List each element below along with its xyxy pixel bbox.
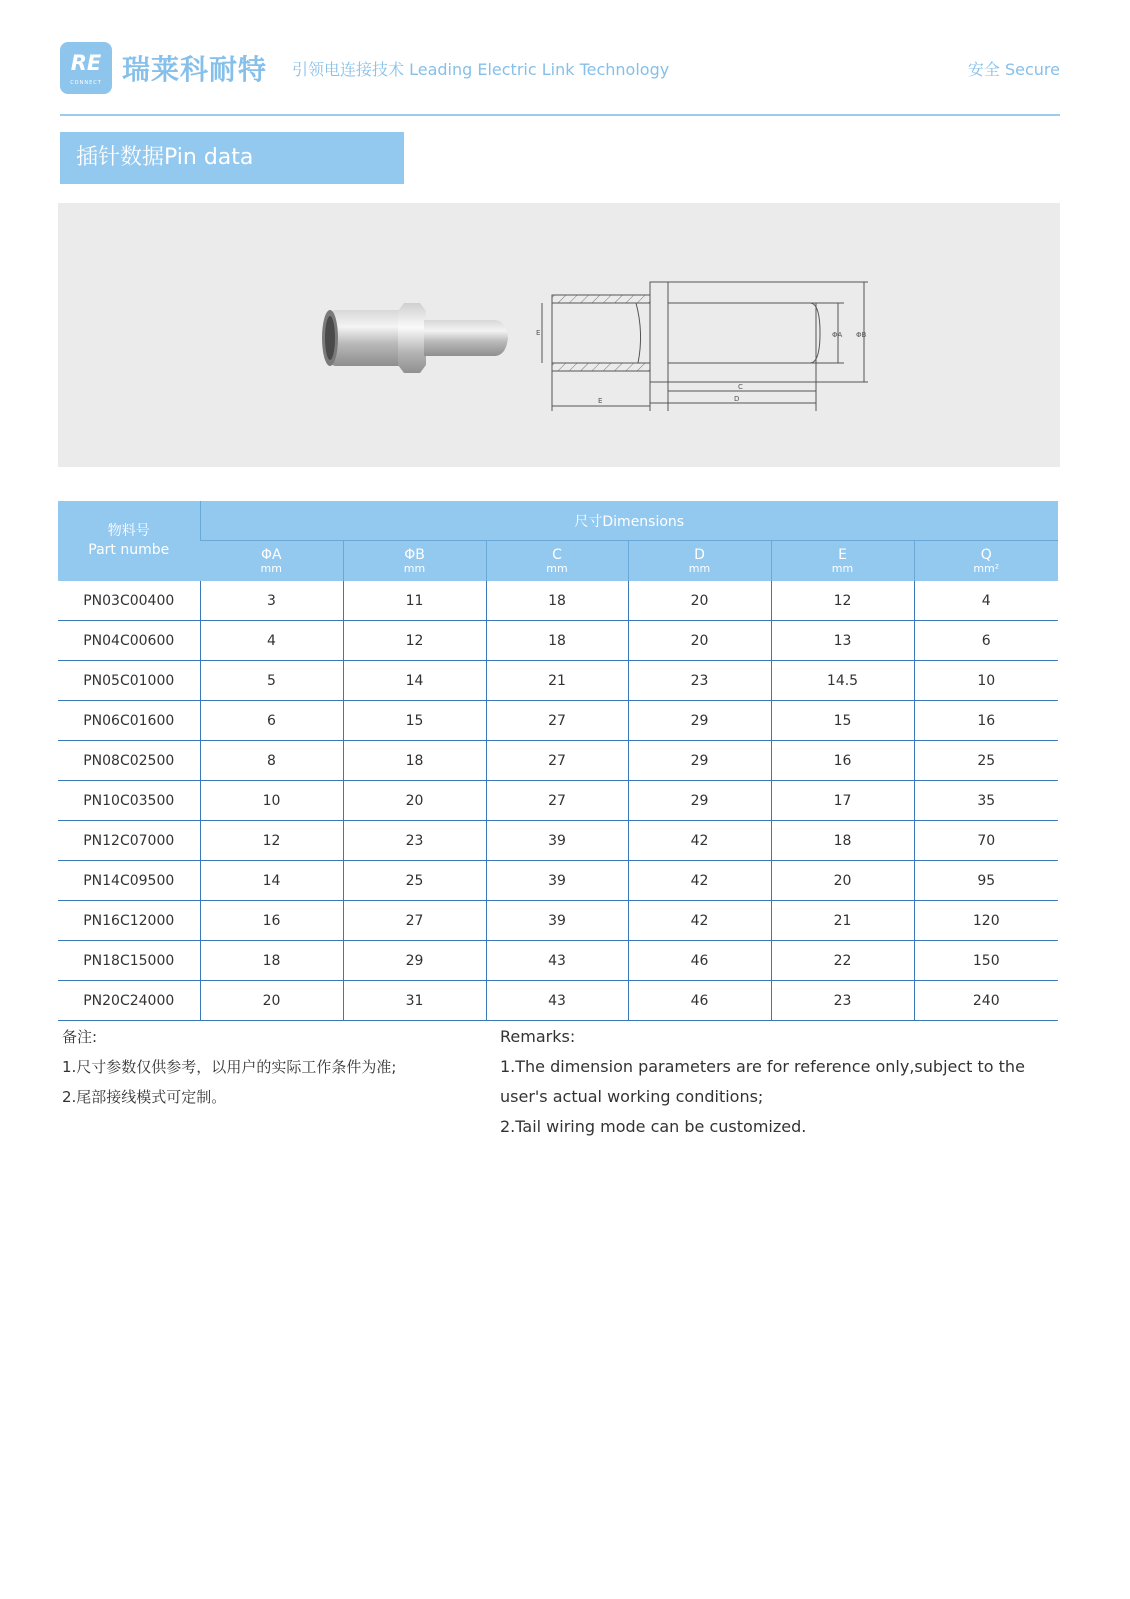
part-number-cell: PN18C15000 [58, 941, 200, 981]
dimension-cell: 150 [914, 941, 1058, 981]
dimension-cell: 12 [771, 581, 914, 621]
dimension-cell: 18 [486, 621, 628, 661]
dimension-cell: 39 [486, 901, 628, 941]
logo-text: RE [70, 51, 102, 75]
dimension-cell: 29 [628, 701, 771, 741]
slogan: 引领电连接技术 Leading Electric Link Technology [292, 60, 670, 79]
pin-data-table [58, 501, 1058, 1021]
dimension-cell: 3 [200, 581, 343, 621]
table-row [58, 701, 1058, 741]
dimension-cell: 16 [200, 901, 343, 941]
column-name: Q [980, 546, 992, 563]
remarks-cn-line: 1.尺寸参数仅供参考，以用户的实际工作条件为准; [62, 1058, 397, 1076]
table-row [58, 901, 1058, 941]
table-row [58, 621, 1058, 661]
dimension-cell: 29 [628, 741, 771, 781]
dimension-cell: 15 [771, 701, 914, 741]
dimension-cell: 10 [200, 781, 343, 821]
dimension-cell: 20 [628, 621, 771, 661]
remarks-cn [62, 1022, 482, 1112]
dimension-cell: 4 [914, 581, 1058, 621]
part-number-header-en: Part numbe [88, 542, 170, 558]
dimension-cell: 27 [343, 901, 486, 941]
dimension-cell: 12 [200, 821, 343, 861]
dimension-cell: 23 [628, 661, 771, 701]
pin-figure [58, 203, 1060, 467]
dimension-cell: 18 [343, 741, 486, 781]
part-number-cell: PN14C09500 [58, 861, 200, 901]
dimension-cell: 39 [486, 821, 628, 861]
dimension-cell: 20 [771, 861, 914, 901]
table-row [58, 941, 1058, 981]
remarks-en-title: Remarks: [500, 1027, 576, 1046]
dimension-cell: 23 [343, 821, 486, 861]
dimension-cell: 42 [628, 901, 771, 941]
column-header [343, 541, 486, 582]
dimension-cell: 22 [771, 941, 914, 981]
secure-label: 安全 Secure [967, 60, 1060, 79]
column-unit: mm [546, 561, 568, 575]
dimension-cell: 5 [200, 661, 343, 701]
remarks-en-line: user's actual working conditions; [500, 1087, 764, 1106]
dimension-cell: 120 [914, 901, 1058, 941]
dimension-cell: 23 [771, 981, 914, 1021]
pin-drawing [542, 282, 868, 411]
dimension-cell: 6 [914, 621, 1058, 661]
part-number-cell: PN03C00400 [58, 581, 200, 621]
column-header [914, 541, 1058, 582]
logo-subtext: CONNECT [70, 80, 102, 86]
dimension-cell: 20 [628, 581, 771, 621]
header-divider [60, 114, 1060, 116]
column-unit: mm [831, 561, 854, 575]
dimension-cell: 70 [914, 821, 1058, 861]
dimension-cell: 20 [343, 781, 486, 821]
dimension-cell: 42 [628, 821, 771, 861]
dimension-cell: 43 [486, 941, 628, 981]
dimension-cell: 14 [343, 661, 486, 701]
part-number-cell: PN20C24000 [58, 981, 200, 1021]
part-number-cell: PN04C00600 [58, 621, 200, 661]
dimension-cell: 20 [200, 981, 343, 1021]
dimension-cell: 31 [343, 981, 486, 1021]
column-name: D [694, 546, 705, 563]
dimension-cell: 35 [914, 781, 1058, 821]
dimension-cell: 29 [628, 781, 771, 821]
dimension-cell: 10 [914, 661, 1058, 701]
dimension-cell: 21 [771, 901, 914, 941]
logo [60, 42, 112, 94]
table-body [58, 581, 1058, 1021]
dimension-cell: 27 [486, 781, 628, 821]
column-unit: mm² [973, 561, 1000, 575]
dimension-cell: 16 [771, 741, 914, 781]
dimension-cell: 46 [628, 981, 771, 1021]
table-row [58, 821, 1058, 861]
dimension-cell: 25 [914, 741, 1058, 781]
dim-label-e-bottom: E [598, 397, 603, 405]
part-number-header-cn: 物料号 [107, 523, 150, 539]
dimension-cell: 29 [343, 941, 486, 981]
dimension-cell: 25 [343, 861, 486, 901]
dimension-cell: 8 [200, 741, 343, 781]
dimension-cell: 240 [914, 981, 1058, 1021]
dimension-cell: 13 [771, 621, 914, 661]
dimension-cell: 14 [200, 861, 343, 901]
section-title: 插针数据Pin data [60, 132, 404, 184]
part-number-cell: PN06C01600 [58, 701, 200, 741]
dim-label-phib: ΦB [856, 331, 867, 339]
dimension-cell: 21 [486, 661, 628, 701]
column-name: C [552, 546, 562, 563]
part-number-header [58, 501, 200, 581]
page-header [60, 40, 1060, 96]
remarks-en-line: 1.The dimension parameters are for reference only,subject to the [500, 1057, 1025, 1076]
dim-label-phia: ΦA [832, 331, 843, 339]
table-row [58, 981, 1058, 1021]
column-name: ΦA [260, 546, 282, 563]
dimension-cell: 42 [628, 861, 771, 901]
table-row [58, 781, 1058, 821]
table-row [58, 741, 1058, 781]
pin-photo [322, 303, 508, 373]
remarks-en [500, 1022, 1040, 1142]
dimension-cell: 6 [200, 701, 343, 741]
column-unit: mm [688, 561, 711, 575]
dimension-cell: 11 [343, 581, 486, 621]
remarks-cn-line: 2.尾部接线模式可定制。 [62, 1088, 227, 1106]
column-unit: mm [260, 561, 282, 575]
column-name: ΦB [404, 546, 425, 563]
dim-label-d: D [734, 395, 740, 403]
column-unit: mm [403, 561, 426, 575]
column-header [771, 541, 914, 582]
part-number-cell: PN16C12000 [58, 901, 200, 941]
remarks-en-line: 2.Tail wiring mode can be customized. [500, 1117, 807, 1136]
dimension-cell: 15 [343, 701, 486, 741]
part-number-cell: PN12C07000 [58, 821, 200, 861]
dimension-cell: 18 [771, 821, 914, 861]
dimension-cell: 4 [200, 621, 343, 661]
dimension-cell: 18 [200, 941, 343, 981]
dim-label-e: E [536, 329, 541, 337]
part-number-cell: PN05C01000 [58, 661, 200, 701]
table-row [58, 661, 1058, 701]
dimension-cell: 12 [343, 621, 486, 661]
dimension-cell: 14.5 [771, 661, 914, 701]
column-header [486, 541, 628, 582]
dimension-cell: 46 [628, 941, 771, 981]
column-header [628, 541, 771, 582]
table-row [58, 861, 1058, 901]
dimension-cell: 27 [486, 701, 628, 741]
column-header [200, 541, 343, 582]
pin-illustration [58, 203, 1060, 467]
dimensions-header: 尺寸Dimensions [200, 501, 1058, 541]
dimension-cell: 43 [486, 981, 628, 1021]
dimension-cell: 17 [771, 781, 914, 821]
dimension-cell: 16 [914, 701, 1058, 741]
dimension-cell: 27 [486, 741, 628, 781]
part-number-cell: PN08C02500 [58, 741, 200, 781]
dim-label-c: C [738, 383, 743, 391]
table-row [58, 581, 1058, 621]
dimension-cell: 18 [486, 581, 628, 621]
column-name: E [838, 546, 847, 563]
brand-name: 瑞莱科耐特 [122, 53, 268, 86]
dimension-cell: 39 [486, 861, 628, 901]
remarks-cn-title: 备注: [62, 1028, 98, 1046]
dimension-cell: 95 [914, 861, 1058, 901]
part-number-cell: PN10C03500 [58, 781, 200, 821]
